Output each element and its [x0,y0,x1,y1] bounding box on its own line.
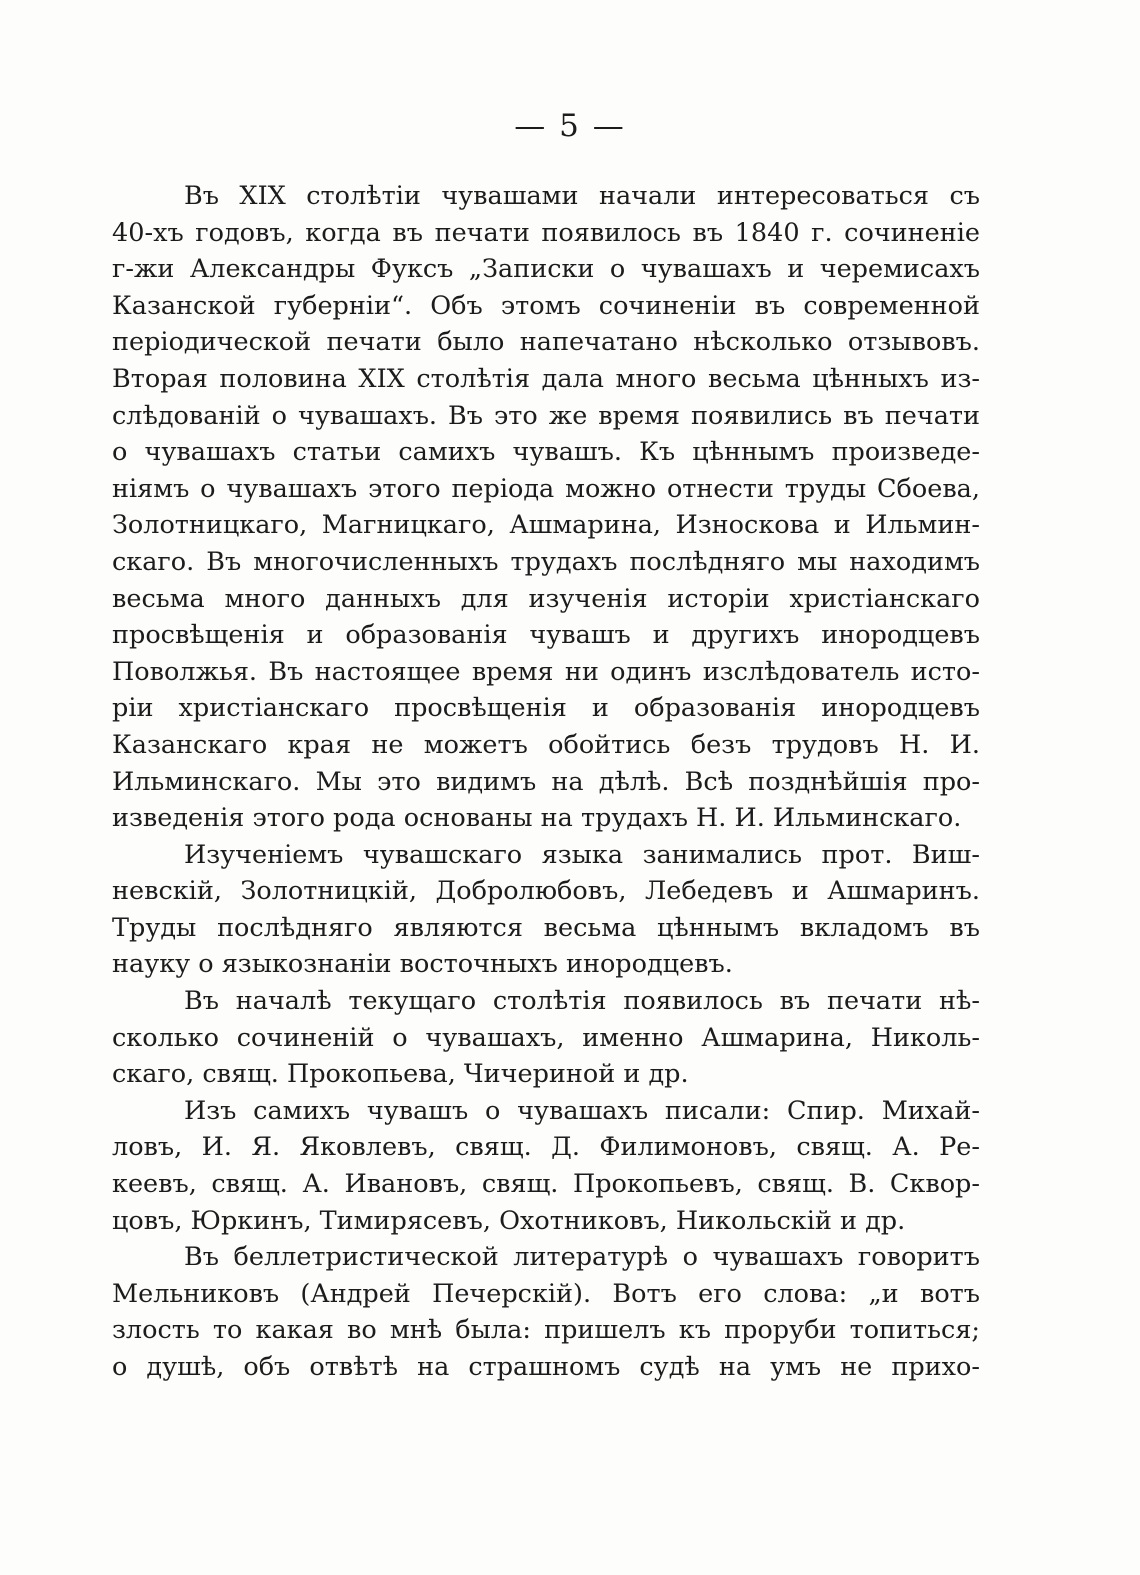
text-line: сколько сочиненій о чувашахъ, именно Ашмарина, Николь- [112,1022,980,1053]
text-line: весьма много данныхъ для изученія исторіи христіанскаго [112,583,980,614]
text-line: Труды послѣдняго являются весьма цѣннымъ вкладомъ въ [112,912,980,943]
text-line: о чувашахъ статьи самихъ чувашъ. Къ цѣннымъ произведе- [112,437,980,468]
text-line: просвѣщенія и образованія чувашъ и другихъ инородцевъ [112,620,980,651]
text-line: кеевъ, свящ. А. Ивановъ, свящ. Прокопьевъ, свящ. В. Сквор- [112,1169,980,1200]
body-text [112,178,980,1386]
text-line: невскій, Золотницкій, Добролюбовъ, Лебедевъ и Ашмаринъ. [112,876,980,907]
text-line: ріи христіанскаго просвѣщенія и образованія инородцевъ [112,693,980,724]
text-line: Изъ самихъ чувашъ о чувашахъ писали: Спир. Михай- [184,1095,980,1126]
text-line: скаго. Въ многочисленныхъ трудахъ послѣдняго мы находимъ [112,546,980,577]
text-line: ніямъ о чувашахъ этого періода можно отнести труды Сбоева, [112,473,980,504]
text-line: г-жи Александры Фуксъ „Записки о чувашахъ и черемисахъ [112,254,980,285]
text-line: 40-хъ годовъ, когда въ печати появилось въ 1840 г. сочиненіе [112,217,980,248]
text-line: Ильминскаго. Мы это видимъ на дѣлѣ. Всѣ позднѣйшія про- [112,766,980,797]
text-line: Золотницкаго, Магницкаго, Ашмарина, Износкова и Ильмин- [112,510,980,541]
text-line: цовъ, Юркинъ, Тимирясевъ, Охотниковъ, Никольскій и др. [112,1205,906,1236]
text-line: Мельниковъ (Андрей Печерскій). Вотъ его слова: „и вотъ [112,1278,980,1309]
text-line: науку о языкознаніи восточныхъ инородцевъ. [112,949,733,980]
text-line: Вторая половина XIX столѣтія дала много весьма цѣнныхъ из- [112,363,980,394]
text-line: слѣдованій о чувашахъ. Въ это же время появились въ печати [112,400,980,431]
text-line: Казанскаго края не можетъ обойтись безъ трудовъ Н. И. [112,729,980,760]
text-line: ловъ, И. Я. Яковлевъ, свящ. Д. Филимоновъ, свящ. А. Ре- [112,1132,980,1163]
text-line: Въ XIX столѣтіи чувашами начали интересоваться съ [184,181,980,211]
text-line: періодической печати было напечатано нѣсколько отзывовъ. [112,327,980,358]
text-line: Въ началѣ текущаго столѣтія появилось въ печати нѣ- [184,986,980,1017]
text-line: скаго, свящ. Прокопьева, Чичериной и др. [112,1059,689,1090]
text-line: о душѣ, объ отвѣтѣ на страшномъ судѣ на умъ не прихо- [112,1352,980,1382]
text-line: Въ беллетристической литературѣ о чувашахъ говоритъ [184,1242,980,1273]
text-line: Казанской губерніи“. Объ этомъ сочиненіи въ современной [112,290,980,321]
text-line: Изученіемъ чувашскаго языка занимались прот. Виш- [184,839,980,870]
text-line: изведенія этого рода основаны на трудахъ Н. И. Ильминскаго. [112,803,962,834]
text-line: Поволжья. Въ настоящее время ни одинъ изслѣдователь исто- [112,656,980,687]
text-line: злость то какая во мнѣ была: пришелъ къ проруби топиться; [112,1315,980,1346]
page-number: — 5 — [514,108,626,144]
